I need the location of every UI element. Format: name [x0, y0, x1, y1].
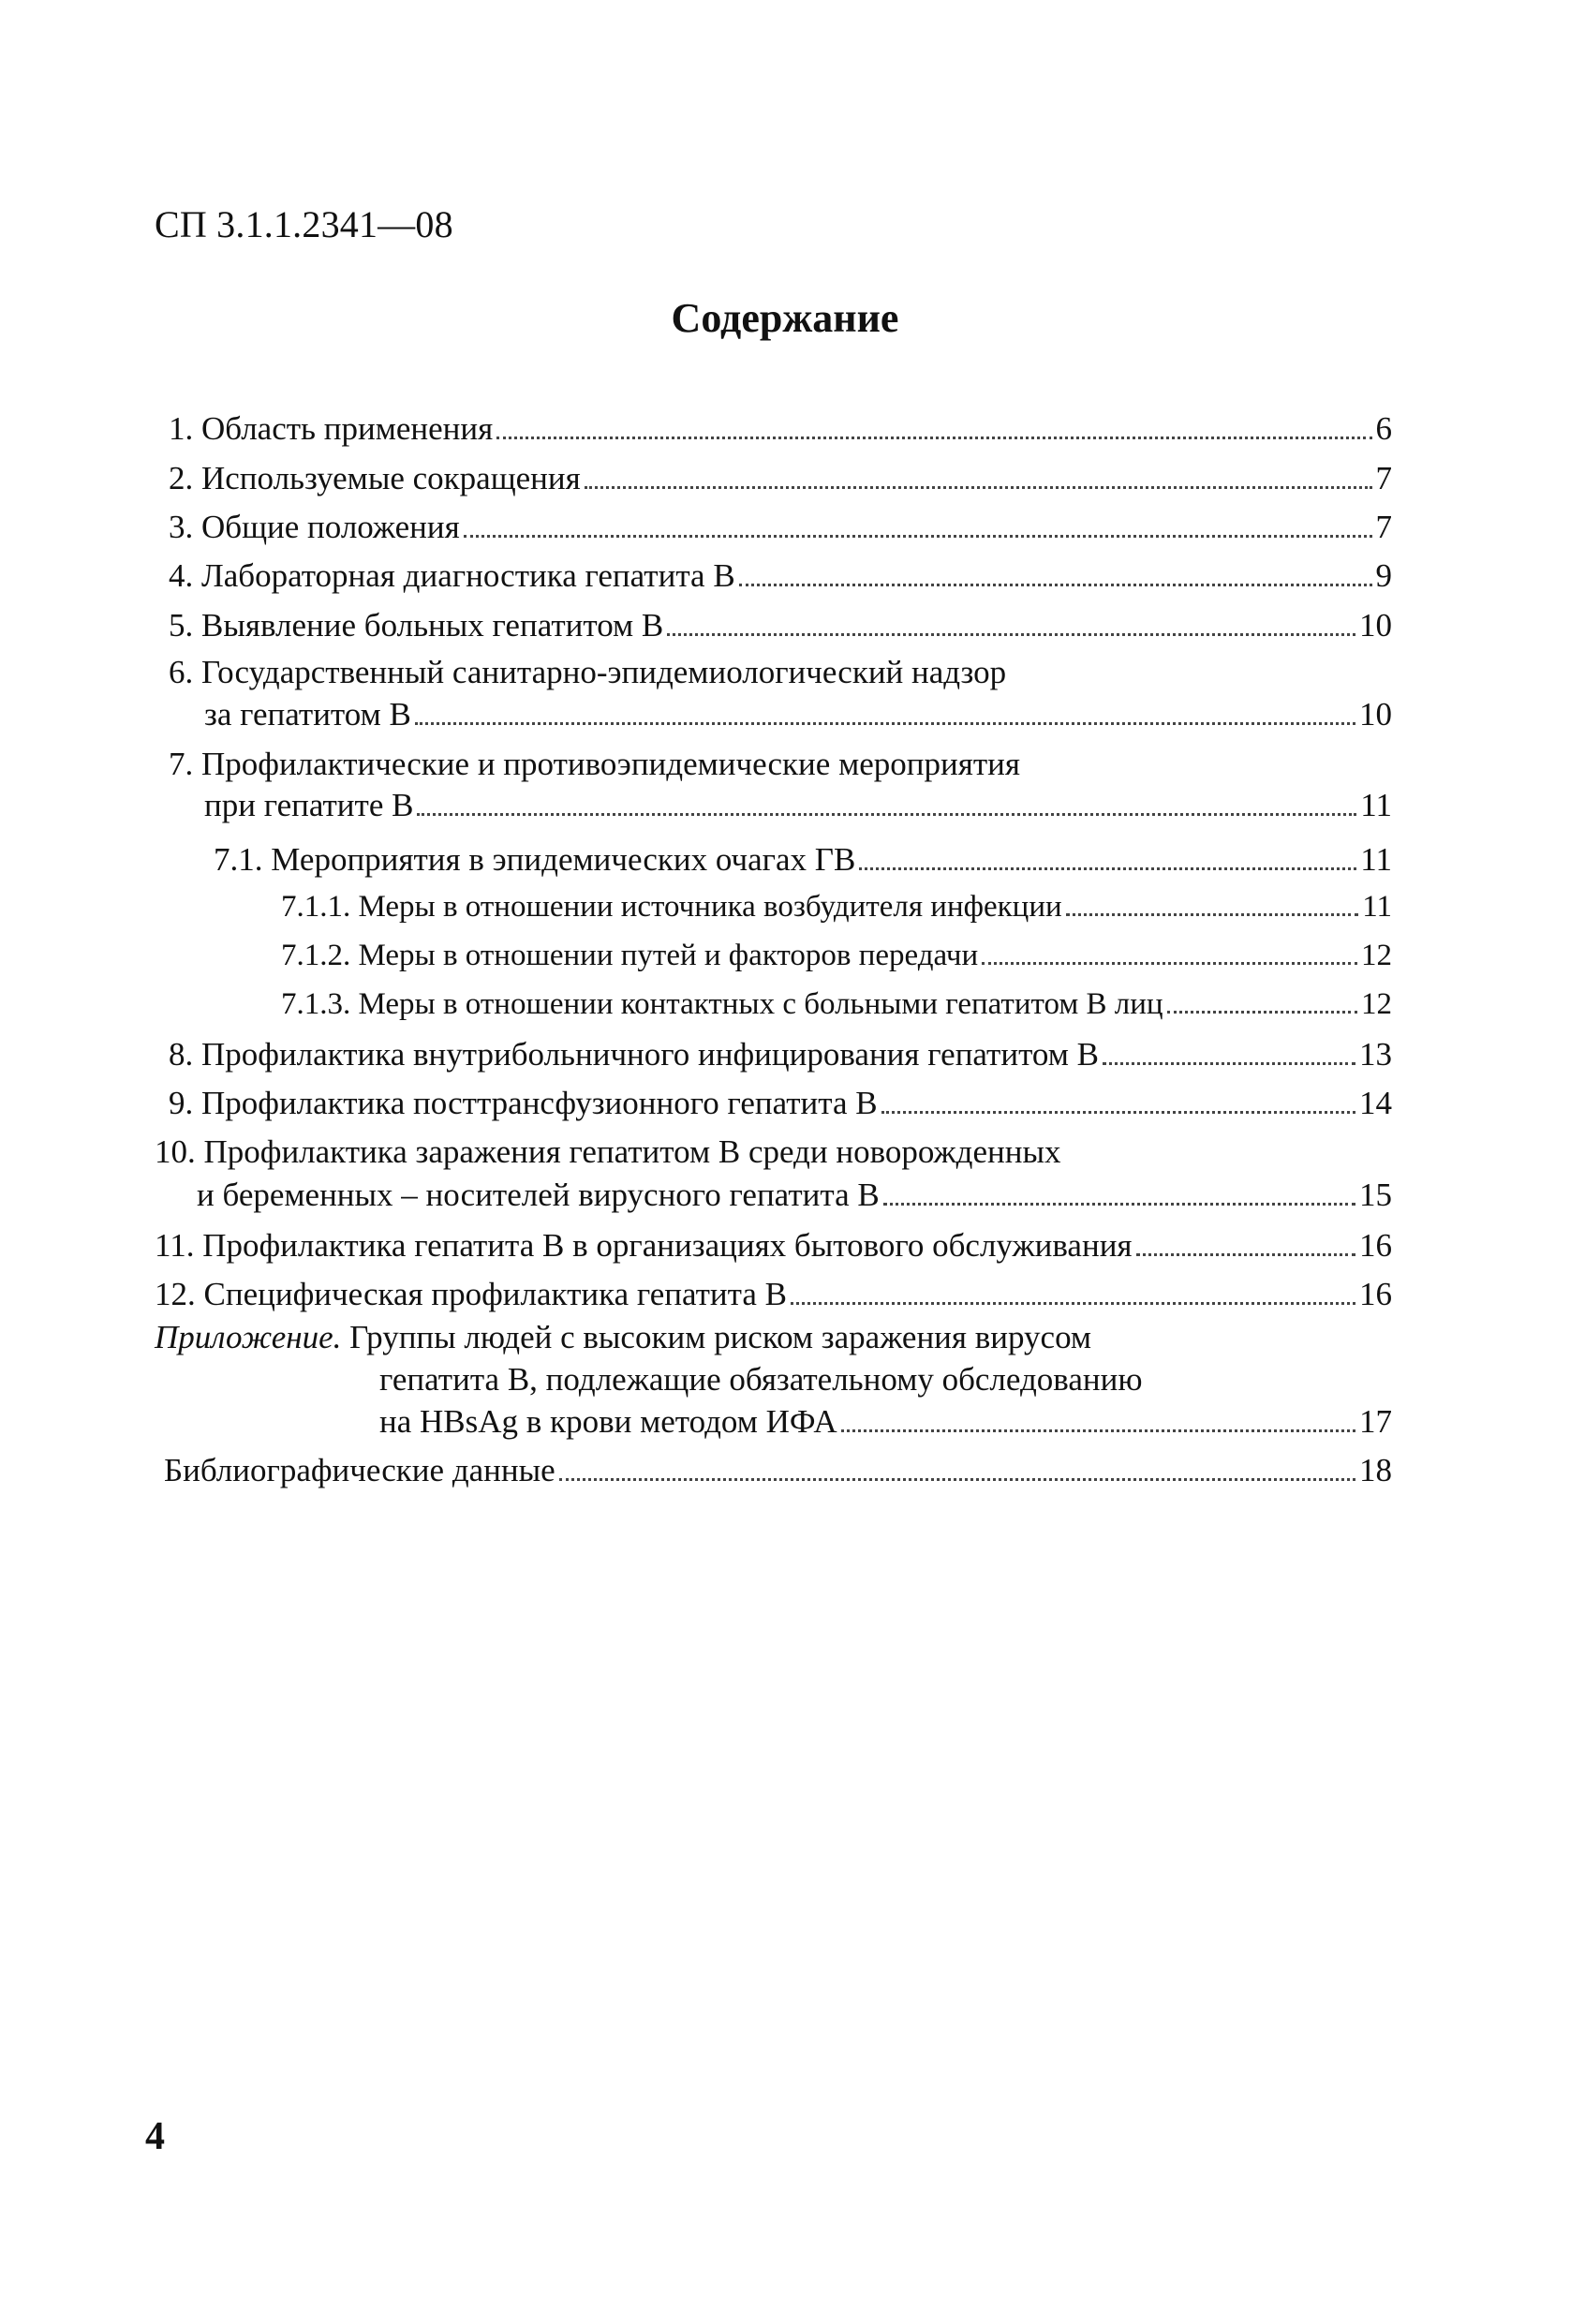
toc-page-number: 11 [1362, 890, 1392, 924]
toc-leader-dots [585, 486, 1372, 489]
toc-page-number: 12 [1361, 987, 1392, 1021]
toc-entry-title: 2. Используемые сокращения [169, 460, 581, 496]
toc-entry-title: Библиографические данные [164, 1452, 555, 1488]
toc-leader-dots [1167, 1011, 1357, 1014]
toc-leader-dots [1136, 1253, 1355, 1256]
toc-entry-title: и беременных – носителей вирусного гепатита В [197, 1177, 880, 1213]
toc-entry-6-line1: 6. Государственный санитарно-эпидемиологический надзор [169, 654, 1007, 690]
toc-entry-title: 3. Общие положения [169, 509, 460, 545]
toc-page-number: 7 [1375, 509, 1392, 545]
toc-page-number: 17 [1359, 1403, 1392, 1440]
toc-leader-dots [1103, 1062, 1355, 1065]
toc-leader-dots [1066, 913, 1359, 916]
toc-leader-dots [739, 584, 1372, 586]
toc-entry-title: на HBsAg в крови методом ИФА [379, 1403, 837, 1440]
document-code: СП 3.1.1.2341—08 [155, 203, 453, 245]
page-number: 4 [145, 2115, 165, 2158]
toc-page-number: 7 [1375, 460, 1392, 496]
toc-appendix-line1 [155, 1321, 1091, 1354]
toc-entry-10-line1: 10. Профилактика заражения гепатитом В среди новорожденных [155, 1133, 1061, 1170]
toc-entry-7-1-2 [281, 940, 1392, 971]
toc-entry-title: 8. Профилактика внутрибольничного инфицирования гепатитом В [169, 1036, 1099, 1073]
toc-leader-dots [464, 535, 1372, 538]
toc-entry-5 [169, 609, 1392, 643]
toc-entry-3 [169, 511, 1392, 544]
toc-leader-dots [859, 867, 1356, 870]
toc-entry-title: 1. Область применения [169, 410, 494, 447]
toc-entry-11 [155, 1229, 1392, 1263]
toc-entry-1 [169, 412, 1392, 446]
toc-page-number: 9 [1375, 557, 1392, 594]
appendix-label: Приложение. [155, 1319, 342, 1355]
toc-page-number: 18 [1359, 1452, 1392, 1488]
toc-page-number: 10 [1359, 696, 1392, 733]
toc-page-number: 12 [1361, 939, 1392, 972]
toc-entry-6 [204, 698, 1392, 732]
toc-leader-dots [496, 437, 1371, 439]
toc-page-number: 16 [1359, 1276, 1392, 1312]
toc-page-number: 6 [1375, 410, 1392, 447]
toc-page-number: 11 [1360, 841, 1392, 878]
toc-leader-dots [791, 1302, 1355, 1305]
toc-entry-title: 11. Профилактика гепатита В в организациях бытового обслуживания [155, 1227, 1133, 1264]
toc-leader-dots [881, 1111, 1355, 1114]
toc-page-number: 14 [1359, 1085, 1392, 1121]
toc-entry-7 [204, 789, 1392, 822]
toc-entry-bibliography [164, 1454, 1392, 1488]
toc-entry-7-1-1 [281, 892, 1392, 923]
toc-entry-title: 5. Выявление больных гепатитом В [169, 607, 664, 644]
toc-entry-title: 12. Специфическая профилактика гепатита В [155, 1276, 788, 1312]
toc-leader-dots [883, 1203, 1355, 1206]
toc-entry-title: 7.1.2. Меры в отношении путей и факторов передачи [281, 939, 979, 972]
toc-appendix-entry [379, 1405, 1392, 1439]
toc-leader-dots [667, 633, 1355, 636]
toc-entry-10 [197, 1178, 1392, 1212]
toc-entry-title: 9. Профилактика посттрансфузионного гепатита В [169, 1085, 878, 1121]
toc-entry-title: 7.1. Мероприятия в эпидемических очагах ГВ [214, 841, 856, 878]
page-title: Содержание [671, 295, 899, 341]
toc-entry-12 [155, 1278, 1392, 1311]
toc-leader-dots [415, 722, 1355, 725]
toc-leader-dots [559, 1478, 1355, 1481]
toc-leader-dots [417, 813, 1356, 816]
toc-appendix-line2: гепатита В, подлежащие обязательному обследованию [379, 1361, 1143, 1398]
toc-page-number: 15 [1359, 1177, 1392, 1213]
toc-entry-title: при гепатите В [204, 787, 414, 823]
toc-entry-9 [169, 1087, 1392, 1120]
toc-entry-4 [169, 559, 1392, 593]
toc-entry-7-1 [214, 843, 1392, 877]
toc-entry-7-1-3 [281, 989, 1392, 1020]
toc-leader-dots [982, 962, 1357, 965]
toc-entry-title: 4. Лабораторная диагностика гепатита В [169, 557, 735, 594]
toc-page-number: 10 [1359, 607, 1392, 644]
toc-entry-7-line1: 7. Профилактические и противоэпидемические мероприятия [169, 746, 1020, 782]
toc-page-number: 11 [1360, 787, 1392, 823]
toc-page-number: 13 [1359, 1036, 1392, 1073]
toc-page-number: 16 [1359, 1227, 1392, 1264]
toc-entry-title: 7.1.3. Меры в отношении контактных с больными гепатитом В лиц [281, 987, 1163, 1021]
toc-entry-title: 7.1.1. Меры в отношении источника возбудителя инфекции [281, 890, 1062, 924]
toc-entry-title: за гепатитом В [204, 696, 411, 733]
toc-entry-2 [169, 462, 1392, 496]
appendix-line1-text: Группы людей с высоким риском заражения вирусом [341, 1319, 1092, 1355]
toc-entry-8 [169, 1038, 1392, 1072]
toc-leader-dots [841, 1429, 1355, 1432]
